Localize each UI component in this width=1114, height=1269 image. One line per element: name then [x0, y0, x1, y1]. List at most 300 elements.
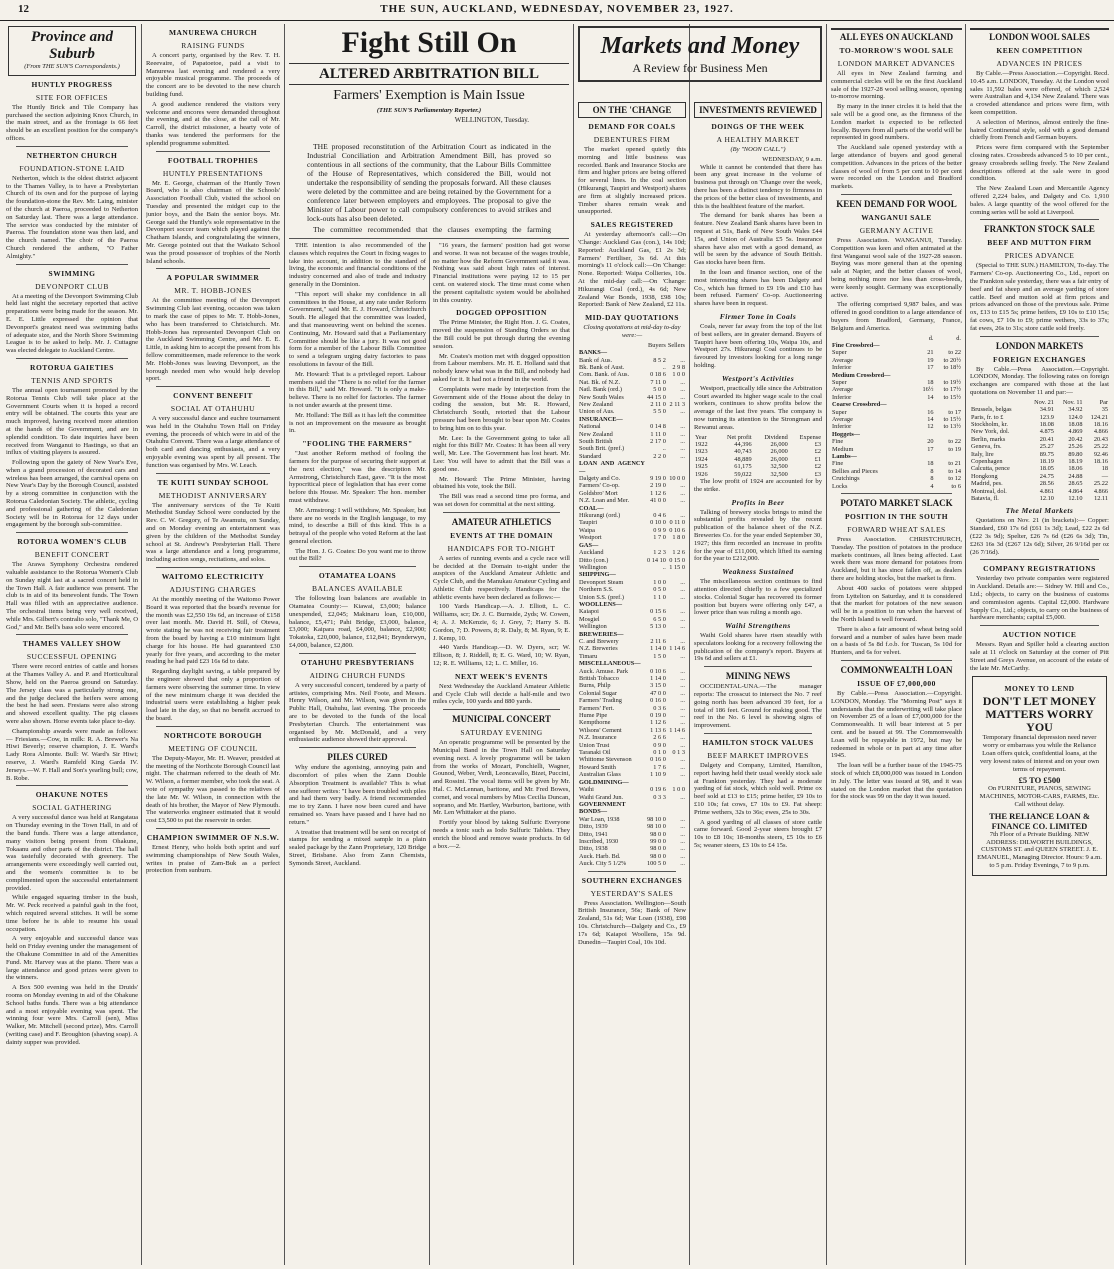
divider	[156, 567, 270, 568]
article-paragraph: The Hon. J. G. Coates: Do you want me to throw out the Bill?	[289, 547, 426, 563]
column-province-suburb	[6, 24, 138, 1265]
table-cell: 124.0	[1068, 413, 1083, 421]
table-cell: South British	[579, 438, 613, 446]
divider	[16, 785, 128, 786]
table-cell	[916, 401, 934, 408]
article-paragraph: A concert party, organised by the Rev. T. H. Reeevaire, of Papatoetoe, paid a visit to Manurewa last evening and rendered a very enjoyable musical programme. The proceeds of the concert are to be devoted to the new church building fund.	[146, 52, 280, 98]
article-heading: TE KUITI SUNDAY SCHOOL	[157, 477, 269, 487]
divider	[980, 625, 1099, 626]
table-cell: 1 1 0	[653, 593, 666, 601]
table-cell: ...	[680, 438, 685, 446]
table-row	[970, 406, 1109, 413]
table-cell: 41 0 0	[650, 497, 666, 505]
table-row	[578, 571, 686, 578]
table-row	[578, 475, 686, 482]
table-cell: to 17½	[943, 386, 961, 394]
article-subheading: DEMAND FOR COALS	[588, 122, 676, 131]
article-heading: MID-DAY QUOTATIONS	[585, 313, 679, 323]
table-cell: 48,889	[734, 455, 752, 463]
table-cell: ...	[680, 741, 685, 749]
table-row	[831, 357, 962, 364]
table-cell: 24.75	[1039, 472, 1054, 480]
table-cell: Union Trust	[579, 741, 610, 749]
article-heading: NORTHCOTE BOROUGH	[163, 730, 263, 740]
table-cell: War Loan, 1938	[579, 815, 620, 823]
wool-prices-table	[831, 335, 962, 491]
share-quotations-table	[578, 342, 686, 868]
article-paragraph: Mr. Howard: The Prime Minister, having obtained his vote, took the Bill.	[433, 475, 570, 491]
article-heading: WAITOMO ELECTRICITY	[161, 572, 265, 582]
table-row	[970, 473, 1109, 480]
article-paragraph: A good yarding of all classes of store cattle came forward. Good 2-year steers brought £7 10s to £8 10s; 18-months steers, £5 10s to £6 5s; weaner steers, £3 10s to £4 15s.	[694, 818, 822, 850]
table-cell: Taupiri	[579, 519, 598, 527]
table-cell	[646, 779, 667, 786]
table-row	[578, 838, 686, 845]
table-cell: MISCELLANEOUS—	[579, 660, 641, 668]
table-cell: Australian Glass	[579, 771, 621, 779]
table-row	[578, 527, 686, 534]
advertisement	[972, 676, 1107, 875]
table-cell: Standard	[579, 452, 602, 460]
article-subheading: ADVANCES IN PRICES	[996, 59, 1083, 68]
table-cell: ...	[680, 689, 685, 697]
table-cell	[916, 342, 934, 349]
table-cell: 32,500	[770, 463, 788, 471]
table-row	[578, 801, 686, 816]
table-row	[578, 831, 686, 838]
article-heading: LONDON WOOL SALES	[970, 28, 1109, 42]
table-cell: Medium Crossbred—	[832, 371, 891, 379]
table-cell: Stockholm, kr.	[971, 420, 1008, 428]
table-cell: 1 0 0	[672, 786, 685, 794]
table-cell: 0 15 6	[650, 608, 666, 616]
column-rule	[826, 24, 827, 1265]
table-cell: 98 0 0	[650, 852, 666, 860]
table-cell: 5 13 0	[650, 623, 666, 631]
column-rule	[573, 24, 574, 1265]
column-wool-sales	[831, 24, 962, 1265]
table-row	[578, 364, 686, 371]
table-cell: 4.864	[1068, 487, 1083, 495]
divider	[16, 264, 128, 265]
table-row	[578, 705, 686, 712]
table-cell: Calcutta, pence	[971, 465, 1010, 473]
table-cell: —	[1101, 472, 1108, 480]
table-cell: £1	[814, 455, 821, 463]
article-paragraph: The Bill was read a second time pro forma, and was set down for committal at the next sitting.	[433, 493, 570, 508]
table-row	[578, 371, 686, 378]
table-row	[578, 771, 686, 778]
table-cell: to 18½	[943, 364, 961, 372]
table-cell: ...	[680, 578, 685, 586]
table-cell: ...	[680, 815, 685, 823]
article-paragraph: Coals, never far away from the top of the list of best sellers, are in greater demand. Buyers of Taupiri have been offering 10s, Waipa 10s, and Westport 27s. Hikurangi Coal continues to be favoured by investors looking for a long range holding.	[694, 322, 822, 369]
article-paragraph: Dalgety and Company, Limited, Hamilton, report having held their usual weekly stock sale at Frankton yesterday. They had a moderate yarding of fat stock, which sold well. Prime ox beef sold at £13 to £15; prime heifer, £9 10s to £10 10s; fat cows, £7 10s to £9. Fat sheep: Prime wethers, 32s to 36s; ewes, 25s to 30s.	[694, 762, 822, 816]
table-cell: to 17	[948, 408, 961, 416]
article-heading: CONVENT BENEFIT	[173, 391, 253, 401]
table-cell: ...	[680, 637, 685, 645]
table-cell	[934, 342, 962, 349]
table-cell: 2 11 3	[669, 400, 685, 408]
table-cell: Ditto, 1939	[579, 823, 608, 831]
article-paragraph: By many in the inner circles it is held that the sale will be a good one, as the firmness of the London market is expected to be reflected locally. Buyers from all parts of the world will be represented in good numbers.	[831, 103, 962, 142]
table-cell: WOOLLENS—	[579, 600, 623, 608]
table-cell: 2 17 0	[650, 438, 666, 446]
table-cell: Hikurangi (ord.)	[579, 512, 621, 520]
table-row	[578, 423, 686, 430]
table-cell: 14	[927, 415, 934, 423]
table-cell: 18.16	[1093, 457, 1108, 465]
table-cell: 18.05	[1039, 465, 1054, 473]
table-cell	[934, 453, 962, 460]
article-subheading: FOREIGN EXCHANGES	[993, 354, 1086, 364]
table-cell: 1 13 6	[650, 726, 666, 734]
table-cell: Hume Pipe	[579, 712, 608, 720]
table-header-cell	[578, 342, 646, 349]
table-cell	[646, 660, 667, 667]
table-cell: Crutchings	[832, 475, 860, 483]
article-paragraph: The Deputy-Mayor, Mr. H. Weaver, presided at the meeting of the Northcote Borough Council last night. The chairman referred to the death of Mr. W. Wilson, a former member, who took the seat. A vote of sympathy was passed to the relatives of the late Mr. W. Wilson, in connection with the death of his brother, the Mayor of New Plymouth. The waterworks engineer estimated that it would cost £3,500 to put the reservoir in order.	[146, 754, 280, 825]
ad-address: 7th Floor of a Private Building. NEW ADDRESS: DILWORTH BUILDINGS, CUSTOMS ST. and QUEEN STREET. J. E. EMANUEL, Managing Director. Hours: 9 a.m. to 5 p.m. Friday Evenings, 7 to 9 p.m.	[977, 830, 1102, 869]
article-heading: Firmer Tone in Coals	[719, 311, 797, 321]
divider	[16, 146, 128, 147]
table-cell: ...	[680, 489, 685, 497]
article-paragraph: Complaints were made by interjection from the Government side of the House about the delay in coding the session, but Mr. R. Howard, Christchurch South, retorted that the Labour pressure had been brought to bear upon Mr. Coates to bring him on to this year.	[433, 385, 570, 432]
article-paragraph: The New Zealand Loan and Mercantile Agency offered 2,224 bales, and Dalgety and Co. 1,910 bales. A large quantity of the wool offered for the coming series will be sold at Liverpool.	[970, 185, 1109, 216]
table-cell: Waihi Grand Jun.	[579, 793, 624, 801]
table-cell: British Tobacco	[579, 675, 619, 683]
table-row	[578, 660, 686, 667]
table-cell: 40,743	[734, 448, 752, 456]
table-cell: ...	[680, 697, 685, 705]
table-cell: Madrid, pes.	[971, 480, 1003, 488]
article-paragraph: Press Association. Wellington—South British Insurance, 56s; Bank of New Zealand, 51s 6d; War Loan (1938), £98 10s. Christchurch—Dalgety and Co., £9 17s 6d; Kaiapoi Woollens, 15s 9d. Dunedin—Taupiri Coal, 10s 10d.	[578, 899, 686, 946]
table-cell: Whittome Stevenson	[579, 756, 632, 764]
divider	[289, 238, 569, 239]
table-cell: Kaiapoi	[579, 608, 599, 616]
table-cell: 18	[927, 378, 934, 386]
westport-profits-table	[694, 434, 822, 478]
table-cell: Wilsons' Cement	[579, 726, 622, 734]
table-header-row	[831, 335, 962, 342]
divider	[156, 473, 270, 474]
article-heading: COMMONWEALTH LOAN	[840, 665, 953, 675]
column-on-change	[578, 98, 686, 1265]
table-cell: Inscribed, 1930	[579, 837, 619, 845]
article-subheading: GERMANY ACTIVE	[859, 225, 934, 235]
article-paragraph: Waihi Gold shares have risen steadily with speculators looking for a recovery following the publication of the company's report. Buyers at 19s 6d and sellers at £1.	[694, 632, 822, 663]
article-paragraph: Press Association. CHRISTCHURCH, Tuesday. The position of potatoes in the produce markets continues, all lines being affected. Last week there was more demand for potatoes from Auckland, but it has since fallen off, as dealers there are holding stocks, but the market is firm.	[831, 536, 962, 583]
article-subheading: BEEF MARKET IMPROVES	[707, 751, 809, 761]
article-subheading: A HEALTHY MARKET	[716, 135, 800, 144]
table-row	[578, 779, 686, 786]
table-cell: Average	[832, 356, 853, 364]
ad-range: £5 TO £500	[1018, 775, 1061, 786]
table-row	[578, 408, 686, 415]
table-row	[970, 465, 1109, 472]
article-paragraph: Mr. E. George, chairman of the Huntly Town Board, who is also chairman of the Schools' Association Football Club, visited the school on Tuesday and presented the midget cup to the junior boys, and the Bain the senior boys. Mr. George said the Huntly's sole representative in the Devonport soccer team which played against the Chatham Islands, and congratulating the winners, Mr. George pointed out that the Waikato School was the proud possessor of trophies of the North Island schools.	[146, 179, 280, 265]
divider	[156, 151, 270, 152]
table-row	[578, 853, 686, 860]
table-cell: Colonial Sugar	[579, 689, 617, 697]
table-cell: 0 10 6	[650, 667, 666, 675]
table-row	[578, 742, 686, 749]
table-cell	[934, 401, 962, 408]
table-cell	[667, 542, 686, 549]
table-cell: 1 12 6	[650, 489, 666, 497]
table-cell: 34.92	[1068, 406, 1083, 414]
column-rule	[965, 24, 966, 1265]
table-cell: 8 5 2	[653, 356, 666, 364]
article-paragraph: A treatise that treatment will be sent on receipt of stamps for sending a mixed sample in a plain sealed package by the Zann Proprietary, 120 Bridge Street, Brisbane. Also from Zann Chemists, Symonds Street, Auckland.	[289, 828, 426, 867]
table-cell: 0 19 0	[650, 712, 666, 720]
table-row	[578, 786, 686, 793]
table-cell: 9 19 0	[650, 475, 666, 483]
table-cell: £2	[814, 463, 821, 471]
table-cell: BREWERIES—	[579, 630, 624, 638]
article-heading: "FOOLING THE FARMERS"	[302, 439, 413, 449]
article-subheading: ADJUSTING CHARGES	[169, 585, 257, 595]
table-cell: 1924	[695, 455, 708, 463]
table-cell: to 12	[948, 475, 961, 483]
table-row	[970, 421, 1109, 428]
table-row	[578, 816, 686, 823]
table-cell: 1 0 0	[672, 371, 685, 379]
table-cell: 0 4 6	[653, 512, 666, 520]
table-cell: to 15½	[943, 393, 961, 401]
table-cell: 1 8 0	[672, 534, 685, 542]
table-cell	[646, 571, 667, 578]
table-cell: to 22	[948, 349, 961, 357]
table-cell: 18.16	[1093, 420, 1108, 428]
article-subheading: SATURDAY EVENING	[460, 728, 543, 738]
table-cell: Lambs—	[832, 453, 857, 461]
table-cell: Hongkong	[971, 472, 998, 480]
table-row	[578, 416, 686, 423]
table-row	[970, 458, 1109, 465]
table-cell: Italy, lire	[971, 450, 994, 458]
table-cell: Howard Smith	[579, 763, 616, 771]
table-cell: ...	[680, 430, 685, 438]
article-paragraph: Mr. Lee: Is the Government going to take all night for this Bill? Mr. Coates: It has been all very well, Mr. Lee. The Government has lost heart. Mr. Lee: You will have to admit that the Bill was a good one.	[433, 434, 570, 473]
table-cell: 2 6 6	[653, 734, 666, 742]
lead-headline: Fight Still On	[341, 26, 517, 59]
divider	[841, 194, 952, 195]
table-cell: N.Z. Breweries	[579, 645, 618, 653]
table-cell: 0 16 0	[650, 697, 666, 705]
table-row	[694, 471, 822, 478]
table-cell: Devonport Steam	[579, 578, 624, 586]
divider	[299, 747, 416, 748]
table-row	[578, 697, 686, 704]
table-cell: 0 3 6	[653, 704, 666, 712]
table-row	[578, 727, 686, 734]
article-subheading: FORWARD WHEAT SALES	[847, 525, 946, 535]
divider	[980, 336, 1099, 337]
article-paragraph: Championship awards were made as follows:— Friesians.—Cow, in milk: R. A. Brewer's Na Hiwi Beverly; reserve champion, J. E. Ward's Lady Rora Almonte. Bull: W. Ward's Sir Hiwi; reserve, J. Ward's Ramfeld King Garda IV. Jerseys.—W. F. Hall and Son's yearling bull; cow, B. Robe.	[6, 727, 138, 782]
article-paragraph: "Just another Reform method of fooling the farmers for the purpose of securing their support at the next election," was the description Mr. Armstrong, Christchurch East, gave. "It is the most hypocritical piece of legislation that has ever come before this House. Mr. Speaker: The hon. member must withdraw.	[289, 450, 426, 504]
table-cell: 28.65	[1068, 480, 1083, 488]
table-cell: 1 11 0	[650, 430, 666, 438]
article-heading: NEXT WEEK'S EVENTS	[455, 671, 548, 681]
ad-body: Temporary financial depression need never worry or embarrass you while the Reliance Loan offers quick, confidential loans, at the very lowest rates of interest and on your own terms of repayment.	[979, 734, 1100, 773]
article-paragraph: The miscellaneous section continues to find attention directed chiefly to a few specialized stocks. Colonial Sugar has recovered its former position but buyers were offering only £47, a lower price than was ruling a month ago.	[694, 578, 822, 617]
table-row	[578, 394, 686, 401]
table-row	[578, 542, 686, 549]
table-cell	[646, 801, 667, 816]
table-row	[831, 460, 962, 467]
table-cell: Com. Bank. of Aus.	[579, 371, 630, 379]
table-cell: 1 2 3	[653, 549, 666, 557]
table-row	[578, 564, 686, 571]
divider	[299, 566, 416, 567]
table-cell	[916, 453, 934, 460]
table-row	[970, 414, 1109, 421]
table-cell: 18.06	[1068, 465, 1083, 473]
divider	[16, 358, 128, 359]
table-row	[578, 682, 686, 689]
table-cell: Fine	[832, 460, 844, 468]
article-paragraph: Ernest Henry, who holds both sprint and surf swimming championships of New South Wales, writes in praise of Zam-Buk as a perfect protection from sunburn.	[146, 843, 280, 875]
table-cell	[646, 505, 667, 512]
table-cell: GOLDMINING—	[579, 778, 629, 786]
table-row	[578, 505, 686, 512]
article-dateline: WEDNESDAY, 9 a.m.	[762, 155, 822, 163]
table-cell: 1 7 6	[653, 763, 666, 771]
table-cell: £3	[814, 440, 821, 448]
table-header-cell: Year	[695, 433, 707, 441]
table-cell	[916, 372, 934, 379]
table-cell: 2 19 0	[650, 482, 666, 490]
table-cell: 0 1 0	[653, 749, 666, 757]
table-cell: ...	[680, 497, 685, 505]
table-cell: 10 0 0	[669, 475, 685, 483]
table-cell: 1 14 6	[669, 645, 685, 653]
article-paragraph: OCCIDENTAL-UNA.—The manager reports: The crosscut to intersect the No. 7 reef going north has been advanced 39 feet, for a total of 186 feet. Ground for making good. The reef in the No. 6 level is showing signs of improvement.	[694, 683, 822, 730]
table-cell: 44 15 0	[646, 393, 666, 401]
divider	[704, 733, 812, 734]
table-row	[831, 468, 962, 475]
article-paragraph: A Box 500 evening was held in the Druids' rooms on Monday evening in aid of the Ohakune School baths funds. There was a big attendance and a most enjoyable evening was spent. The winning four were Mrs. Carroll (sen), Miss Walker, Mr. Mitchell (second prize), Mrs. Carroll (writing case) and F. Broughton (shaving soap). A dainty supper was provided.	[6, 984, 138, 1046]
table-cell: Batavia, fl.	[971, 494, 999, 502]
table-cell: 0 5 0	[653, 586, 666, 594]
table-cell: Fine	[832, 438, 844, 446]
article-subheading: WANGANUI SALE	[861, 212, 932, 222]
article-paragraph: The loan will be a further issue of the 1945-75 stock of which £8,000,000 was issued in London in July. The letter was issued at 98, and it was stated on the London market that the quotation for the stock was 99 on the day it was issued.	[831, 762, 962, 801]
table-cell: ...	[680, 763, 685, 771]
table-header-row	[694, 434, 822, 441]
table-cell: New York, dol.	[971, 428, 1010, 436]
table-cell: ...	[680, 837, 685, 845]
table-row	[970, 436, 1109, 443]
article-subheading: SITE FOR OFFICES	[35, 92, 109, 102]
divider	[443, 709, 560, 710]
article-heading: Weakness Sustained	[722, 567, 794, 577]
article-paragraph: Netherton, which is the oldest district adjacent to the Thames Valley, is to have a Presbyterian Church of its own and for the purpose of laying the foundation-stone the Rev. Mr. Laing, minister of the church at Paeroa, proceeded to Netherton on Saturday last. There was a large attendance. The service was conducted by the minister of Paeroa. The foundation stone was then laid, and the church named. The choir of the Paeroa Church rendered the anthem, "O Father Almighty."	[6, 174, 138, 260]
article-paragraph: Fortify your blood by taking Sulfuric Everyone needs a tonic such as Iodo Sulfuric Tablets. They enrich the blood and remove waste products. In 6d a box.—2.	[433, 819, 570, 850]
table-cell: ...	[680, 393, 685, 401]
table-header-cell: Dividend	[764, 433, 788, 441]
table-row	[578, 534, 686, 541]
article-heading: A POPULAR SWIMMER	[166, 273, 260, 283]
table-cell: Coarse Crossbred—	[832, 401, 887, 409]
table-cell: 1 14 0	[650, 645, 666, 653]
article-paragraph: Mr. Coates's motion met with dogged opposition from Labour members. Mr. H. E. Holland said that nobody knew what was in the Bill, and nobody had asked for it. It had not a friend in the world.	[433, 352, 570, 383]
table-row	[831, 409, 962, 416]
table-cell: 4.869	[1068, 428, 1083, 436]
table-row	[578, 349, 686, 356]
table-row	[578, 734, 686, 741]
table-cell: Goldsbro' Mort	[579, 489, 618, 497]
table-cell: ...	[680, 356, 685, 364]
article-byline: (By "NOON CALL.")	[730, 146, 786, 153]
article-subheading: DEVONPORT CLUB	[35, 281, 109, 291]
table-cell: Locks	[832, 482, 848, 490]
table-cell: 99 0 0	[650, 837, 666, 845]
article-heading: CHAMPION SWIMMER OF N.S.W.	[146, 832, 280, 842]
table-cell: £3	[814, 470, 821, 478]
table-row	[970, 451, 1109, 458]
article-heading: MUNICIPAL CONCERT	[452, 714, 551, 725]
table-cell: ...	[680, 793, 685, 801]
article-paragraph: At the committee meeting of the Devonport Swimming Club last evening, occasion was taken to mark the case of pipes to Mr. T. Hobb-Jones, who has been transferred to Christchurch. Mr. Hobb-Jones has represented Devonport Club on the Auckland Swimming Centre, and Mr. E. E. Little, in asking him to accept the present from his fellow committeemen, made reference to the work Mr. Hobb-Jones was leaving Devonport, as the borough needed men who would help develop sport.	[146, 297, 280, 383]
article-heading: SWIMMING	[48, 268, 96, 278]
table-cell: ...	[680, 667, 685, 675]
article-paragraph: A very successful dance and euchre tournament was held in the Otahuhu Town Hall on Friday evening, the proceeds of which were in aid of the Otahuhu Convent. There was a large attendance of both card and dancing enthusiasts, and a very enjoyable evening was spent by all present. The function was organised by Mrs. W. Leach.	[146, 415, 280, 469]
table-cell: 3 15 0	[650, 682, 666, 690]
article-paragraph: The demand for bank shares has been a feature. New Zealand Bank shares have been in request at 51s, Bank of New South Wales £44 15s, and Union of Australia £5 5s. Insurance shares have also met with a good demand, as will be seen by the advance of South British. Gas stocks have been firm.	[694, 212, 822, 267]
table-cell: Farmers' Trading	[579, 697, 622, 705]
table-cell: 18.08	[1039, 420, 1054, 428]
article-heading: PILES CURED	[327, 752, 388, 763]
table-row	[578, 557, 686, 564]
table-cell: Super	[832, 408, 847, 416]
article-paragraph: While engaged squaring timber in the bush, Mr. W. Peck received a painful gash in the foot, which required several stitches. It will be some time before he is able to resume his usual occupation.	[6, 894, 138, 933]
table-cell: Bk. Bank of Aust.	[579, 363, 625, 371]
table-cell: to 14	[948, 467, 961, 475]
column-rule	[284, 24, 285, 1265]
newspaper-title: THE SUN, AUCKLAND, WEDNESDAY, NOVEMBER 23, 1927.	[380, 3, 734, 15]
table-cell: Bank of Aus.	[579, 356, 613, 364]
article-subheading: YESTERDAY'S SALES	[590, 888, 674, 898]
table-cell: 47 0 0	[650, 689, 666, 697]
table-cell: 0 14 10	[646, 556, 666, 564]
table-cell: 2 9 8	[672, 363, 685, 371]
table-cell: 8	[930, 467, 934, 475]
table-row	[578, 860, 686, 867]
table-cell: 1 14 6	[669, 726, 685, 734]
article-heading: COMPANY REGISTRATIONS	[983, 564, 1096, 574]
table-cell: Fine Crossbred—	[832, 341, 880, 349]
article-paragraph: The Auckland sale opened yesterday with a large attendance of buyers and good general competition. Advances in the prices of the better classes of wool of from 5 per cent to 10 per cent were recorded on the London and Bradford markets.	[831, 144, 962, 191]
table-cell: Farmers' Fert.	[579, 704, 615, 712]
table-row	[578, 549, 686, 556]
lead-dateline: WELLINGTON, Tuesday.	[454, 116, 529, 124]
lead-deck-secondary: Farmers' Exemption is Main Issue	[333, 88, 525, 103]
article-heading: SOUTHERN EXCHANGES	[581, 875, 683, 885]
table-cell: ...	[680, 482, 685, 490]
table-cell: 20.43	[1093, 435, 1108, 443]
table-cell: 0 16 0	[650, 756, 666, 764]
table-cell: 18.08	[1068, 420, 1083, 428]
article-paragraph: (Special to THE SUN.) HAMILTON, To-day. The Farmers' Co-op. Auctioneering Co., Ltd., report on the Frankton sale yesterday, there was a fair entry of beef and fat sheep and an average yarding of store cattle. Beef and mutton sold at firm prices and prices advanced on those of the previous sale. Prime ox, £13 to £15 5s; prime heifers, £9 10s to £10 15s; fat cows, £7 10s to £9; prime wethers, 33s to 37s; fat ewes, 26s to 31s; store cattle sold freely.	[970, 262, 1109, 332]
table-cell: 0 1 3	[672, 749, 685, 757]
divider	[588, 871, 676, 872]
ad-kicker: MONEY TO LEND	[1004, 684, 1075, 694]
table-row	[831, 401, 962, 408]
table-cell: 18.19	[1039, 457, 1054, 465]
table-row	[831, 483, 962, 490]
